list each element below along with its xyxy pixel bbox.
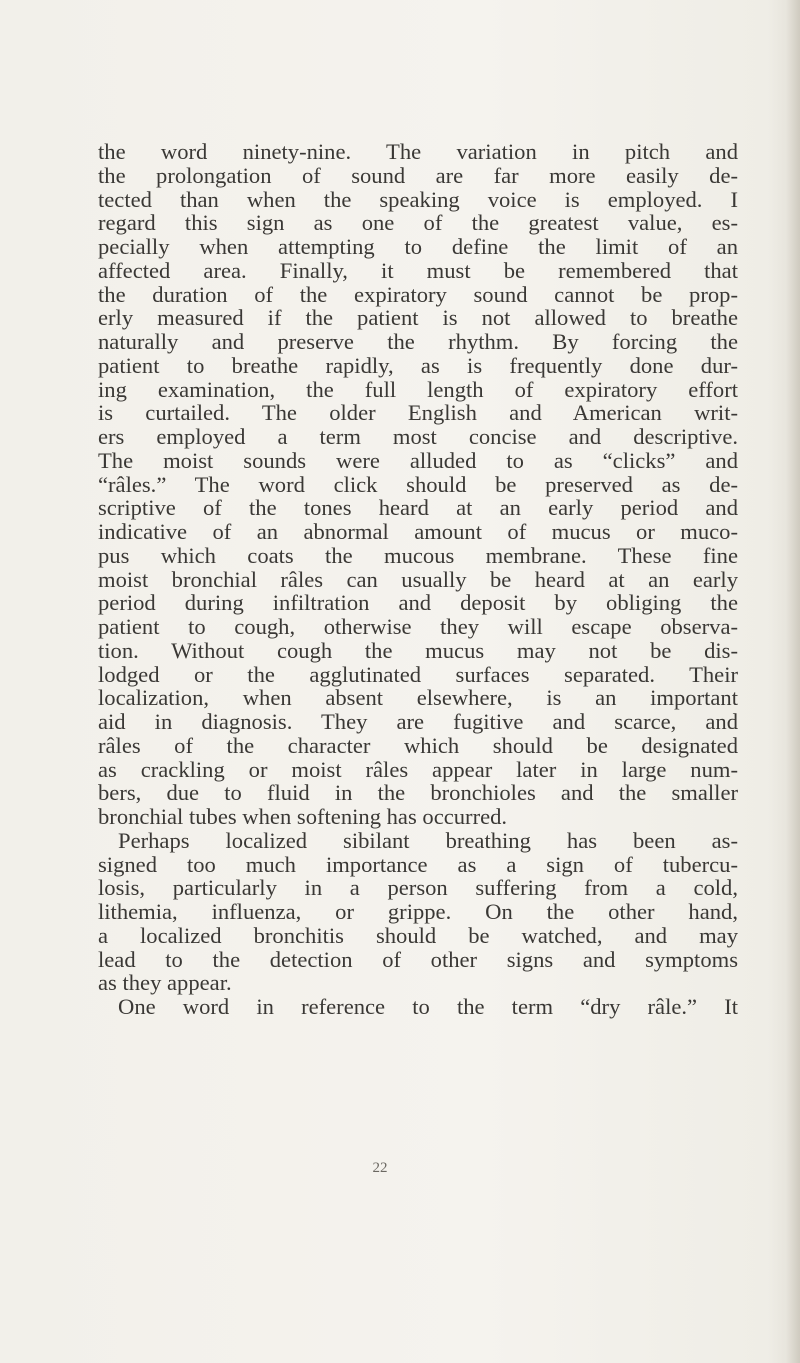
text-line: signed too much importance as a sign of tubercu- — [98, 851, 738, 877]
text-line: patient to cough, otherwise they will escape observa- — [98, 614, 738, 639]
text-line: the word ninety-nine. The variation in pitch and — [98, 139, 738, 164]
text-line: lodged or the agglutinated surfaces separated. Their — [98, 661, 738, 687]
text-line: lithemia, influenza, or grippe. On the other hand, — [98, 899, 738, 924]
text-line: period during infiltration and deposit by obliging the — [98, 590, 738, 616]
text-line: naturally and preserve the rhythm. By forcing the — [98, 329, 738, 354]
page-number: 22 — [372, 1160, 388, 1176]
text-line: affected area. Finally, it must be remembered that — [98, 257, 738, 283]
text-line: ers employed a term most concise and descriptive. — [98, 424, 738, 449]
text-line: indicative of an abnormal amount of mucus or muco- — [98, 519, 738, 544]
text-line: tion. Without cough the mucus may not be dis- — [98, 637, 738, 663]
text-line: bers, due to fluid in the bronchioles and the smaller — [98, 780, 738, 806]
text-line: ing examination, the full length of expiratory effort — [98, 376, 738, 402]
text-line: One word in reference to the term “dry râle.” It — [118, 994, 738, 1019]
text-line: bronchial tubes when softening has occurred. — [98, 804, 508, 829]
text-line: moist bronchial râles can usually be heard at an early — [98, 566, 738, 592]
text-line: tected than when the speaking voice is employed. I — [98, 186, 738, 212]
text-line: is curtailed. The older English and American writ- — [98, 400, 738, 426]
page-edge-shadow — [786, 0, 800, 1363]
text-line: aid in diagnosis. They are fugitive and scarce, and — [98, 709, 738, 734]
text-line: as crackling or moist râles appear later in large num- — [98, 756, 738, 782]
text-line: pecially when attempting to define the limit of an — [98, 234, 738, 259]
text-line: localization, when absent elsewhere, is an important — [98, 685, 738, 711]
text-line: as they appear. — [98, 970, 232, 996]
text-line: patient to breathe rapidly, as is frequently done dur- — [98, 352, 738, 378]
text-line: Perhaps localized sibilant breathing has been as- — [118, 827, 738, 853]
text-line: the prolongation of sound are far more easily de- — [98, 162, 738, 188]
text-line: scriptive of the tones heard at an early period and — [98, 495, 738, 521]
text-line: râles of the character which should be designated — [98, 732, 738, 758]
text-line: pus which coats the mucous membrane. These fine — [98, 542, 738, 568]
body-text — [98, 140, 738, 1019]
text-line: a localized bronchitis should be watched, and may — [98, 922, 738, 948]
text-line: erly measured if the patient is not allowed to breathe — [98, 305, 738, 331]
text-line: The moist sounds were alluded to as “clicks” and — [98, 447, 738, 473]
text-line: “râles.” The word click should be preserved as de- — [98, 471, 738, 497]
text-line: the duration of the expiratory sound cannot be prop- — [98, 281, 738, 307]
text-line: lead to the detection of other signs and symptoms — [98, 946, 738, 972]
text-line: losis, particularly in a person suffering from a cold, — [98, 875, 738, 901]
text-line: regard this sign as one of the greatest value, es- — [98, 210, 738, 236]
